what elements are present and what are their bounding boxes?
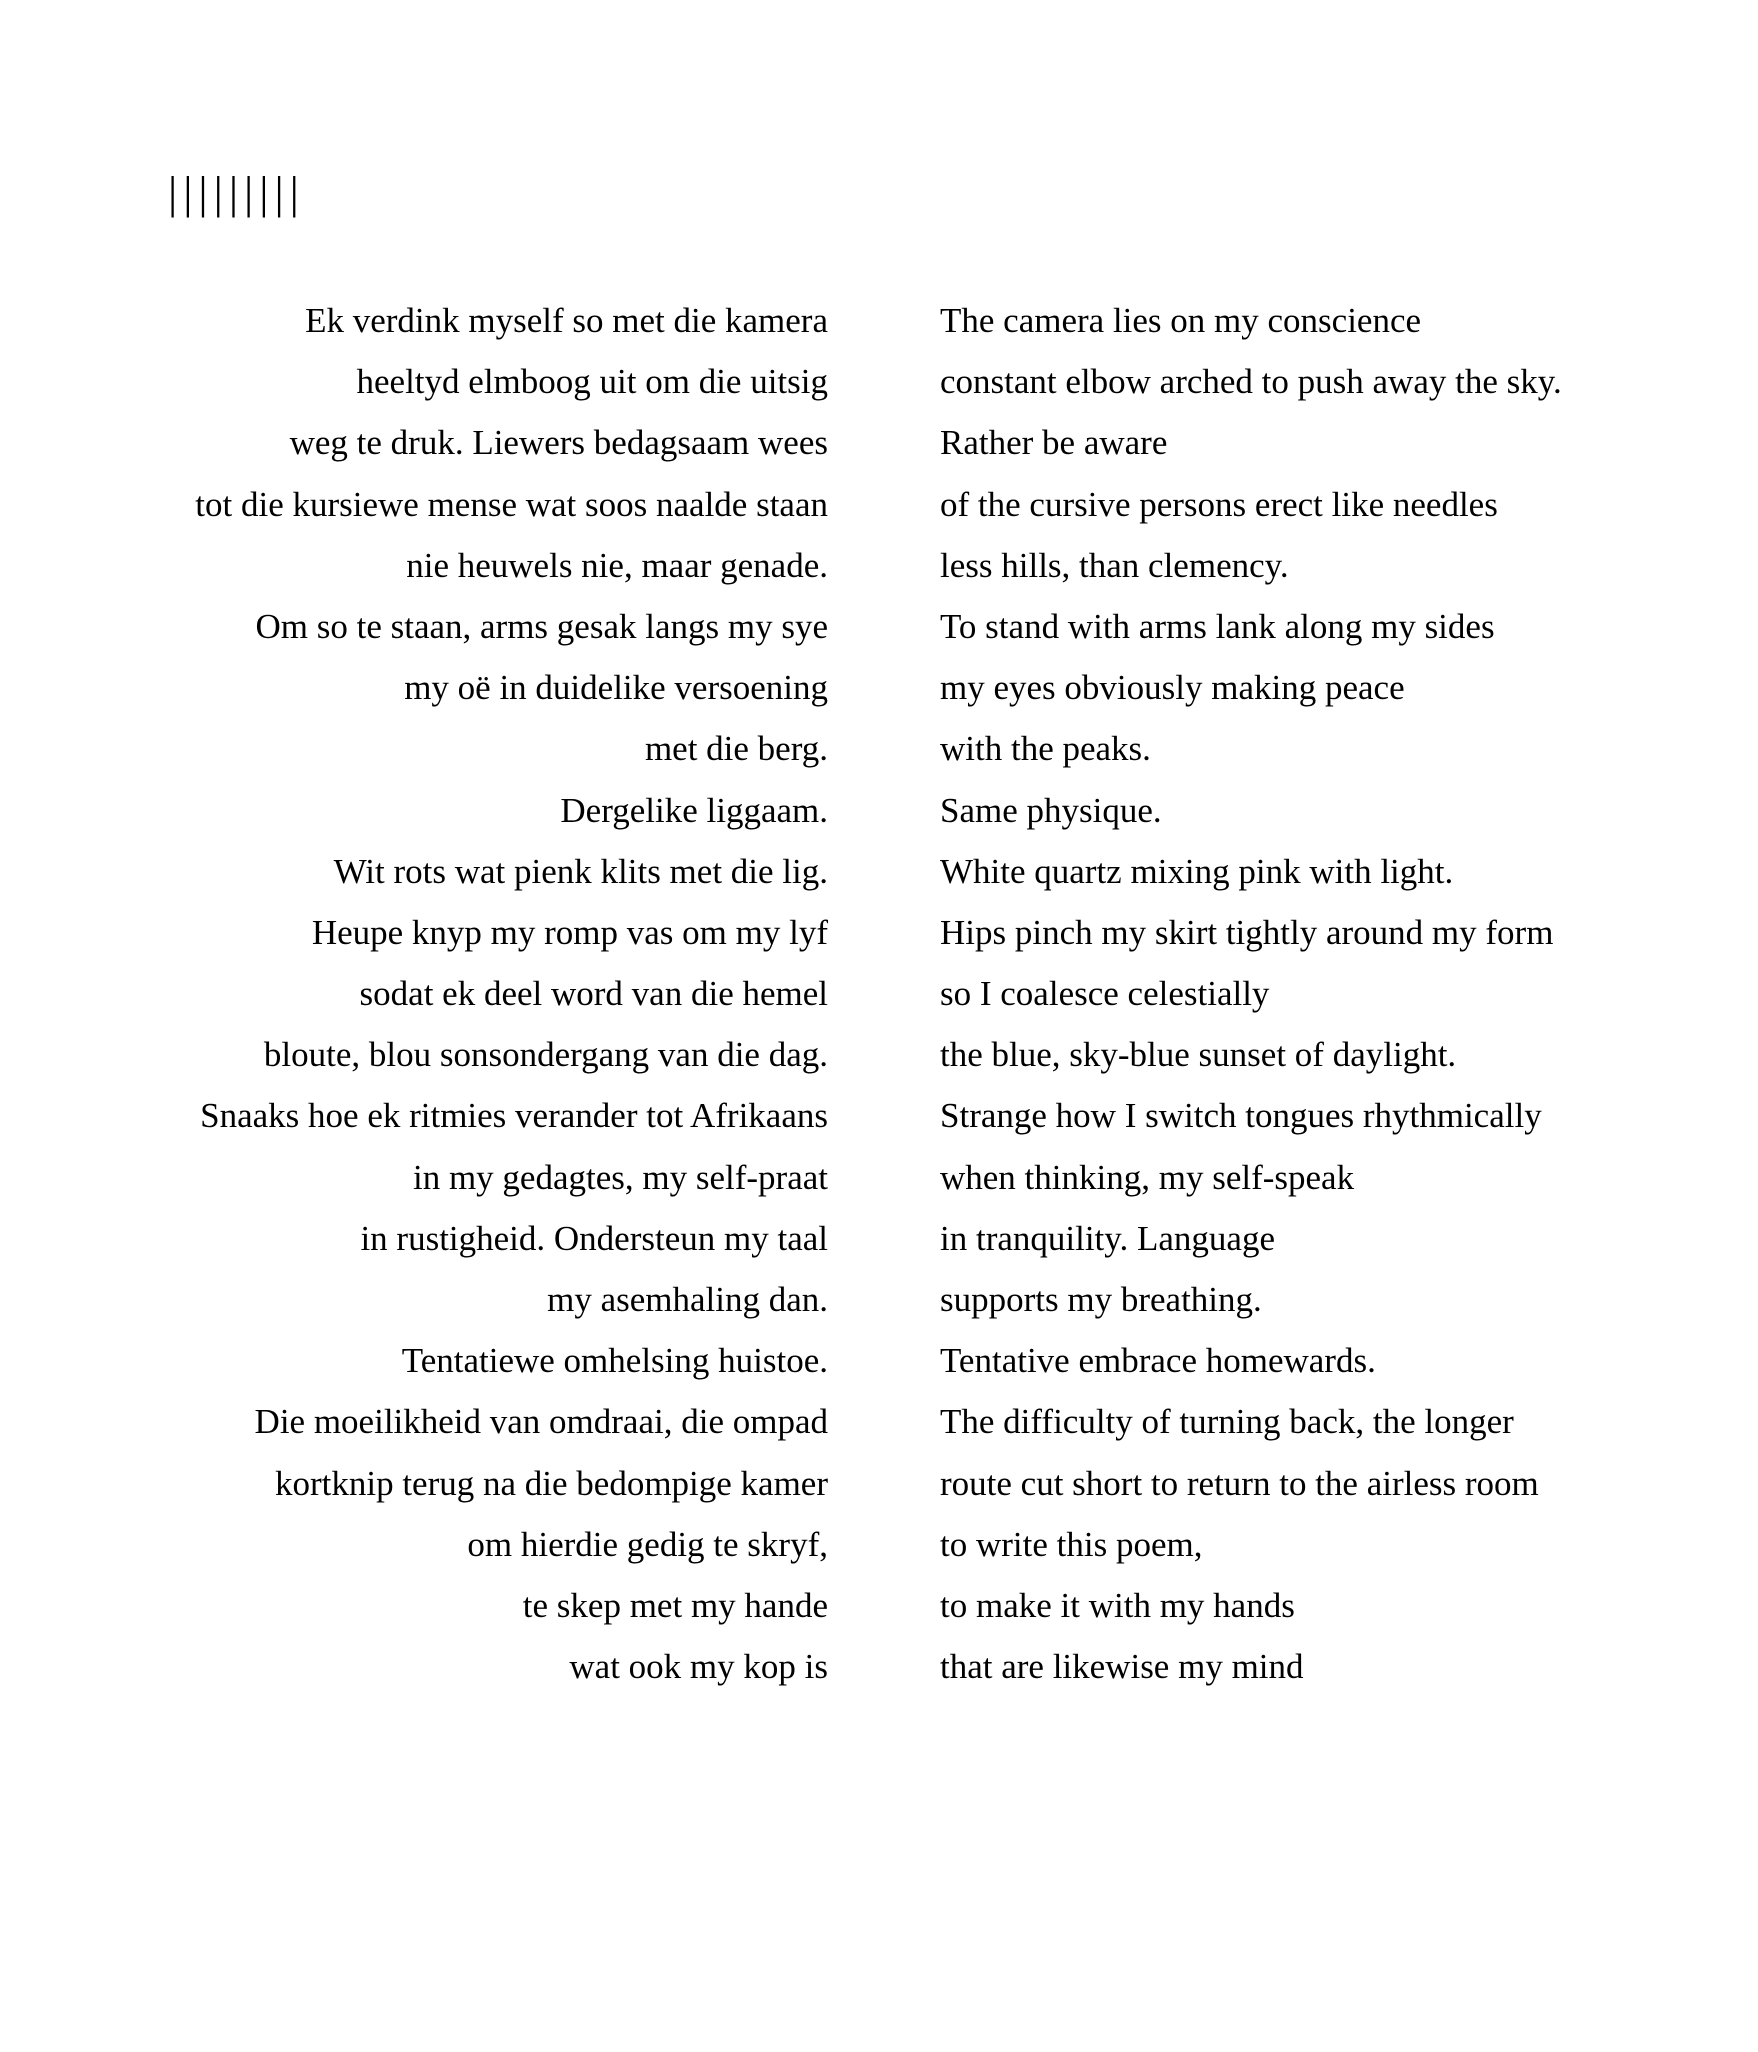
- english-line: To stand with arms lank along my sides: [940, 606, 1495, 646]
- english-line: The camera lies on my conscience: [940, 301, 1422, 340]
- english-column: [940, 290, 1562, 1697]
- afrikaans-line: my asemhaling dan.: [547, 1280, 828, 1319]
- afrikaans-line: Snaaks hoe ek ritmies verander tot Afrikaans: [200, 1096, 828, 1136]
- afrikaans-line: Heupe knyp my romp vas om my lyf: [311, 912, 828, 952]
- english-line: route cut short to return to the airless room: [940, 1463, 1539, 1503]
- english-line: Strange how I switch tongues rhythmically: [940, 1096, 1542, 1136]
- afrikaans-line: Dergelike liggaam.: [560, 790, 828, 830]
- english-line: Tentative embrace homewards.: [940, 1341, 1376, 1381]
- english-line: constant elbow arched to push away the sky.: [940, 362, 1562, 402]
- afrikaans-line: Tentatiewe omhelsing huistoe.: [401, 1341, 828, 1381]
- english-line: with the peaks.: [940, 729, 1151, 769]
- afrikaans-line: Om so te staan, arms gesak langs my sye: [255, 606, 828, 646]
- english-line: supports my breathing.: [940, 1280, 1262, 1319]
- english-line: to make it with my hands: [940, 1585, 1295, 1625]
- page-title: |||||||||: [168, 167, 305, 218]
- afrikaans-line: Wit rots wat pienk klits met die lig.: [333, 851, 828, 891]
- english-line: of the cursive persons erect like needles: [940, 484, 1498, 524]
- english-line: Hips pinch my skirt tightly around my form: [940, 912, 1554, 952]
- afrikaans-line: nie heuwels nie, maar genade.: [406, 545, 828, 585]
- afrikaans-line: my oë in duidelike versoening: [404, 668, 828, 708]
- english-line: Rather be aware: [940, 423, 1168, 463]
- afrikaans-line: om hierdie gedig te skryf,: [467, 1524, 828, 1564]
- english-line: White quartz mixing pink with light.: [940, 851, 1454, 891]
- english-line: my eyes obviously making peace: [940, 668, 1405, 708]
- afrikaans-line: met die berg.: [644, 729, 828, 769]
- english-line: to write this poem,: [940, 1524, 1203, 1564]
- english-line: The difficulty of turning back, the longer: [940, 1402, 1514, 1442]
- afrikaans-line: te skep met my hande: [522, 1585, 828, 1625]
- afrikaans-line: weg te druk. Liewers bedagsaam wees: [289, 423, 828, 463]
- english-line: in tranquility. Language: [940, 1218, 1275, 1258]
- afrikaans-column: [195, 290, 828, 1697]
- english-line: Same physique.: [940, 790, 1162, 830]
- afrikaans-line: wat ook my kop is: [569, 1647, 828, 1687]
- afrikaans-line: bloute, blou sonsondergang van die dag.: [263, 1035, 828, 1075]
- afrikaans-line: kortknip terug na die bedompige kamer: [274, 1463, 828, 1503]
- afrikaans-line: Die moeilikheid van omdraai, die ompad: [254, 1402, 828, 1442]
- english-line: the blue, sky-blue sunset of daylight.: [940, 1035, 1457, 1075]
- afrikaans-line: sodat ek deel word van die hemel: [359, 974, 828, 1014]
- english-line: when thinking, my self-speak: [940, 1157, 1355, 1197]
- english-line: less hills, than clemency.: [940, 545, 1289, 585]
- afrikaans-line: in my gedagtes, my self-praat: [412, 1157, 828, 1197]
- afrikaans-line: Ek verdink myself so met die kamera: [305, 301, 828, 340]
- english-line: so I coalesce celestially: [940, 974, 1270, 1014]
- english-line: that are likewise my mind: [940, 1647, 1304, 1687]
- afrikaans-line: in rustigheid. Ondersteun my taal: [360, 1218, 828, 1258]
- afrikaans-line: heeltyd elmboog uit om die uitsig: [356, 362, 828, 402]
- afrikaans-line: tot die kursiewe mense wat soos naalde staan: [195, 484, 828, 524]
